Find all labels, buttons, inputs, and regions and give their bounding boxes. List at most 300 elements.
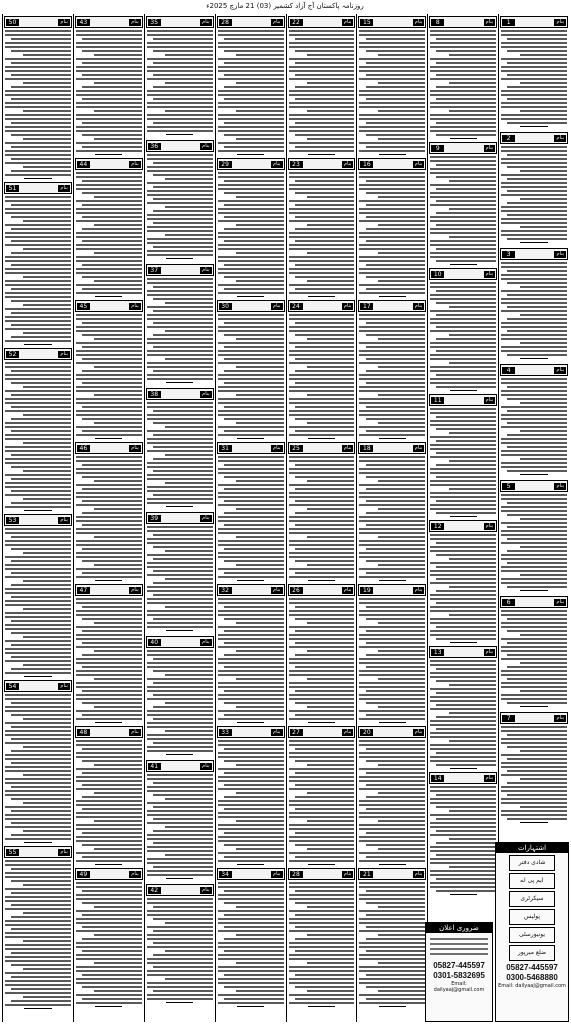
text-line	[359, 34, 425, 36]
notice-header	[217, 584, 285, 596]
text-line	[147, 114, 213, 116]
legal-notice	[75, 442, 143, 581]
text-line	[153, 670, 213, 672]
ad-item: ضلع میرپور	[509, 945, 555, 961]
divider	[379, 722, 406, 723]
text-line	[359, 698, 425, 700]
text-line	[359, 426, 425, 428]
text-line	[218, 90, 284, 92]
text-line	[430, 480, 496, 482]
text-line	[289, 824, 355, 826]
legal-notice	[500, 712, 568, 825]
text-line	[76, 318, 142, 320]
text-line	[224, 986, 284, 988]
text-line	[76, 102, 142, 104]
text-line	[507, 166, 567, 168]
notice-number: 50	[6, 19, 19, 26]
text-line	[5, 90, 71, 92]
notice-header	[429, 394, 497, 406]
text-line	[76, 390, 142, 392]
text-line	[76, 426, 142, 428]
text-line	[307, 138, 355, 140]
text-line	[507, 422, 567, 424]
ad-left-phone-2: 0301-5832695	[433, 971, 485, 980]
text-line	[94, 480, 142, 482]
text-line	[224, 358, 284, 360]
text-line	[147, 614, 213, 616]
text-line	[5, 972, 71, 974]
text-line	[5, 782, 71, 784]
text-line	[82, 38, 142, 40]
text-line	[366, 512, 426, 514]
text-line	[5, 398, 71, 400]
text-line	[11, 880, 71, 882]
text-line	[430, 30, 496, 32]
text-line	[218, 598, 284, 600]
text-line	[501, 558, 567, 560]
divider	[379, 154, 406, 155]
text-line	[153, 74, 213, 76]
text-line	[289, 610, 355, 612]
notice-header	[4, 514, 72, 526]
notice-number: 3	[502, 251, 515, 258]
text-line	[289, 598, 355, 600]
text-line	[147, 154, 213, 156]
text-line	[295, 808, 355, 810]
text-line	[218, 982, 284, 984]
text-line	[289, 130, 355, 132]
text-line	[501, 262, 567, 264]
text-line	[359, 740, 425, 742]
text-line	[507, 154, 567, 156]
text-line	[236, 536, 284, 538]
text-line	[366, 666, 426, 668]
text-line	[307, 422, 355, 424]
text-line	[289, 922, 355, 924]
text-line	[430, 660, 496, 662]
text-line	[147, 562, 213, 564]
text-line	[366, 38, 426, 40]
divider	[450, 264, 477, 265]
text-line	[430, 408, 496, 410]
text-line	[436, 62, 496, 64]
text-line	[359, 918, 425, 920]
text-line	[76, 634, 142, 636]
text-line	[289, 602, 355, 604]
text-line	[218, 610, 284, 612]
text-line	[430, 834, 496, 836]
text-line	[430, 870, 496, 872]
text-line	[430, 382, 496, 384]
text-line	[5, 434, 71, 436]
legal-notice	[146, 264, 214, 385]
text-line	[501, 542, 567, 544]
text-line	[359, 244, 425, 246]
text-line	[5, 482, 71, 484]
text-line	[359, 70, 425, 72]
text-line	[5, 200, 71, 202]
text-line	[359, 58, 425, 60]
text-line	[76, 212, 142, 214]
divider	[237, 1006, 264, 1007]
text-line	[11, 252, 71, 254]
text-line	[295, 476, 355, 478]
text-line	[11, 536, 71, 538]
legal-notice	[288, 868, 356, 1007]
notice-number: 24	[290, 303, 303, 310]
text-line	[153, 222, 213, 224]
text-line	[82, 288, 142, 290]
text-line	[289, 142, 355, 144]
text-line	[23, 608, 71, 610]
text-line	[218, 894, 284, 896]
text-line	[76, 598, 142, 600]
text-line	[289, 520, 355, 522]
text-line	[436, 542, 496, 544]
text-line	[224, 914, 284, 916]
notice-label: بنام	[414, 302, 423, 309]
notice-number: 31	[219, 445, 232, 452]
text-line	[218, 756, 284, 758]
text-line	[218, 362, 284, 364]
text-line	[218, 350, 284, 352]
text-line	[76, 918, 142, 920]
text-line	[359, 318, 425, 320]
text-line	[94, 394, 142, 396]
notice-label: بنام	[202, 390, 210, 397]
text-line	[5, 474, 71, 476]
ad-left-phone-1: 05827-445597	[433, 961, 485, 970]
text-line	[11, 240, 71, 242]
legal-notice	[500, 480, 568, 593]
divider	[450, 138, 477, 139]
text-line	[153, 286, 213, 288]
notice-label: بنام	[272, 160, 281, 167]
text-line	[289, 118, 355, 120]
notice-header	[146, 760, 214, 772]
text-line	[165, 454, 213, 456]
text-line	[94, 138, 142, 140]
text-line	[76, 614, 142, 616]
text-line	[430, 798, 496, 800]
text-line	[218, 852, 284, 854]
text-line	[147, 474, 213, 476]
text-line	[224, 192, 284, 194]
text-line	[289, 46, 355, 48]
text-line	[289, 740, 355, 742]
text-line	[218, 942, 284, 944]
text-line	[76, 698, 142, 700]
text-line	[430, 756, 496, 758]
text-line	[76, 220, 142, 222]
notice-label: بنام	[131, 18, 139, 25]
text-line	[307, 650, 355, 652]
text-line	[295, 146, 355, 148]
text-line	[289, 710, 355, 712]
text-line	[501, 298, 567, 300]
notice-number: 14	[431, 775, 444, 782]
text-line	[430, 298, 496, 300]
text-line	[520, 662, 568, 664]
text-line	[224, 618, 284, 620]
text-line	[11, 572, 71, 574]
text-line	[11, 584, 71, 586]
text-line	[378, 764, 426, 766]
text-line	[224, 134, 284, 136]
text-line	[165, 206, 213, 208]
text-line	[359, 954, 425, 956]
text-line	[76, 374, 142, 376]
text-line	[295, 370, 355, 372]
text-line	[224, 938, 284, 940]
text-line	[5, 694, 71, 696]
text-line	[153, 458, 213, 460]
text-line	[295, 346, 355, 348]
text-line	[11, 264, 71, 266]
text-line	[147, 870, 213, 872]
text-line	[165, 950, 213, 952]
text-line	[449, 866, 497, 868]
text-line	[5, 864, 71, 866]
text-line	[224, 642, 284, 644]
text-line	[507, 238, 567, 240]
text-line	[289, 694, 355, 696]
text-line	[359, 528, 425, 530]
text-line	[153, 618, 213, 620]
notice-label: بنام	[60, 184, 68, 191]
notice-label: بنام	[272, 870, 281, 877]
text-line	[501, 106, 567, 108]
text-line	[236, 82, 284, 84]
text-line	[218, 34, 284, 36]
text-line	[11, 632, 71, 634]
divider	[95, 438, 122, 439]
text-line	[507, 354, 567, 356]
text-line	[5, 838, 71, 840]
text-line	[218, 220, 284, 222]
text-line	[218, 314, 284, 316]
text-line	[5, 272, 71, 274]
text-line	[147, 958, 213, 960]
text-line	[449, 334, 497, 336]
text-line	[359, 314, 425, 316]
text-line	[359, 468, 425, 470]
text-line	[76, 978, 142, 980]
text-line	[501, 650, 567, 652]
text-line	[82, 950, 142, 952]
text-line	[501, 162, 567, 164]
text-line	[430, 94, 496, 96]
text-line	[218, 658, 284, 660]
text-line	[236, 650, 284, 652]
text-line	[11, 134, 71, 136]
text-line	[147, 974, 213, 976]
text-line	[501, 638, 567, 640]
text-line	[359, 176, 425, 178]
notice-label: بنام	[131, 586, 139, 593]
text-line	[507, 86, 567, 88]
text-line	[236, 706, 284, 708]
text-line	[366, 464, 426, 466]
text-line	[436, 122, 496, 124]
divider	[520, 242, 547, 243]
text-line	[430, 196, 496, 198]
text-line	[224, 288, 284, 290]
text-line	[82, 572, 142, 574]
text-line	[11, 810, 71, 812]
text-line	[218, 386, 284, 388]
notice-header	[288, 726, 356, 738]
ad-left-email: Email: dailyaaj@gmail.com	[433, 981, 485, 993]
text-line	[23, 552, 71, 554]
text-line	[218, 114, 284, 116]
text-line	[147, 898, 213, 900]
legal-notice	[358, 158, 426, 297]
text-line	[218, 248, 284, 250]
text-line	[76, 378, 142, 380]
text-line	[218, 978, 284, 980]
text-line	[5, 438, 71, 440]
notice-header	[217, 442, 285, 454]
divider	[95, 1006, 122, 1007]
text-line	[5, 528, 71, 530]
text-line	[430, 240, 496, 242]
text-line	[147, 46, 213, 48]
text-line	[11, 644, 71, 646]
text-line	[76, 610, 142, 612]
text-line	[307, 990, 355, 992]
text-line	[218, 516, 284, 518]
text-line	[224, 62, 284, 64]
divider	[308, 296, 335, 297]
notice-label: بنام	[485, 18, 494, 25]
text-line	[224, 204, 284, 206]
text-line	[76, 710, 142, 712]
divider	[379, 438, 406, 439]
text-line	[218, 46, 284, 48]
text-line	[76, 208, 142, 210]
text-line	[507, 502, 567, 504]
text-line	[436, 314, 496, 316]
text-line	[218, 930, 284, 932]
text-line	[501, 118, 567, 120]
notice-header	[288, 868, 356, 880]
text-line	[76, 946, 142, 948]
text-line	[289, 576, 355, 578]
divider	[166, 1002, 193, 1003]
text-line	[147, 530, 213, 532]
text-line	[94, 678, 142, 680]
text-line	[289, 314, 355, 316]
text-line	[147, 910, 213, 912]
text-line	[295, 276, 355, 278]
ad-right-phone-2: 0300-5468880	[506, 973, 558, 982]
notice-header	[75, 300, 143, 312]
divider	[24, 178, 51, 179]
text-line	[436, 248, 496, 250]
text-line	[5, 402, 71, 404]
text-line	[430, 118, 496, 120]
text-line	[378, 338, 426, 340]
divider	[379, 1006, 406, 1007]
text-line	[359, 496, 425, 498]
text-line	[366, 228, 426, 230]
text-line	[359, 634, 425, 636]
text-line	[430, 42, 496, 44]
text-line	[236, 338, 284, 340]
text-line	[366, 890, 426, 892]
text-line	[366, 808, 426, 810]
text-line	[218, 268, 284, 270]
text-line	[76, 816, 142, 818]
text-line	[436, 854, 496, 856]
text-line	[359, 982, 425, 984]
text-line	[11, 62, 71, 64]
text-line	[359, 292, 425, 294]
text-line	[76, 236, 142, 238]
text-line	[501, 442, 567, 444]
text-line	[501, 346, 567, 348]
ad-left-title: ضروری اعلان	[426, 923, 492, 933]
text-line	[430, 676, 496, 678]
legal-notice	[358, 584, 426, 723]
text-line	[11, 158, 71, 160]
notice-label: بنام	[202, 886, 210, 893]
text-line	[11, 430, 71, 432]
text-line	[218, 768, 284, 770]
text-line	[165, 178, 213, 180]
text-line	[289, 614, 355, 616]
text-line	[147, 218, 213, 220]
text-line	[76, 768, 142, 770]
text-line	[147, 170, 213, 172]
text-line	[295, 998, 355, 1000]
text-line	[359, 106, 425, 108]
text-line	[11, 490, 71, 492]
text-line	[501, 810, 567, 812]
text-line	[76, 268, 142, 270]
text-line	[430, 342, 496, 344]
text-line	[295, 714, 355, 716]
text-line	[501, 766, 567, 768]
text-line	[436, 74, 496, 76]
text-line	[224, 524, 284, 526]
text-line	[5, 340, 71, 342]
legal-notice	[429, 520, 497, 643]
text-line	[11, 988, 71, 990]
legal-notice	[429, 772, 497, 895]
text-line	[289, 860, 355, 862]
text-line	[501, 278, 567, 280]
text-line	[11, 976, 71, 978]
legal-notice	[217, 16, 285, 155]
text-line	[218, 118, 284, 120]
text-line	[507, 122, 567, 124]
notice-number: 40	[148, 639, 161, 646]
notice-header	[75, 584, 143, 596]
notice-label: بنام	[343, 18, 352, 25]
text-line	[218, 106, 284, 108]
text-line	[295, 844, 355, 846]
text-line	[218, 184, 284, 186]
text-line	[5, 70, 71, 72]
text-line	[307, 848, 355, 850]
text-line	[289, 882, 355, 884]
text-line	[5, 568, 71, 570]
text-line	[5, 710, 71, 712]
text-line	[366, 642, 426, 644]
text-line	[11, 204, 71, 206]
